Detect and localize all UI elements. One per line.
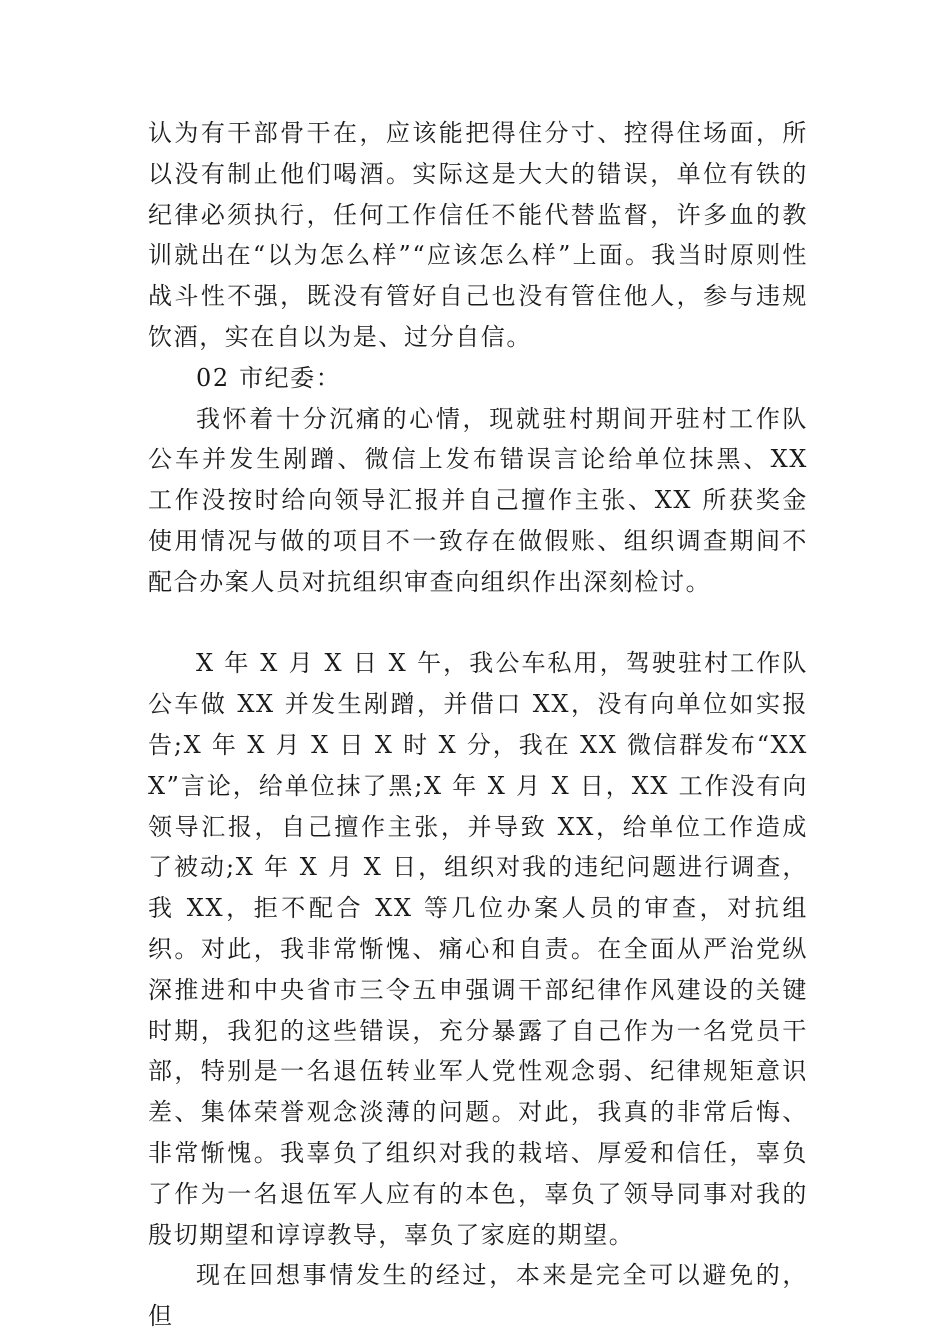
paragraph-reflection: 现在回想事情发生的经过，本来是完全可以避免的，但 <box>148 1261 808 1331</box>
paragraph-gap <box>148 603 808 644</box>
section-heading-city-discipline-commission: 02 市纪委： <box>196 363 342 392</box>
paragraph-incident-details: X 年 X 月 X 日 X 午，我公车私用，驾驶驻村工作队公车做 XX 并发生剐蹭，并借口 XX，没有向单位如实报告;X 年 X 月 X 日 X 时 X 分，我在 XX 微信群发布“XXX”言论，给单位抹了黑;X 年 X 月 X 日，XX 工作没有向领导汇报，自己擅作主张，并导致 XX，给单位工作造成了被动;X 年 X 月 X 日，组织对我的违纪问题进行调查，我 XX，拒不配合 XX 等几位办案人员的审查，对抗组织。对此，我非常惭愧、痛心和自责。在全面从严治党纵深推进和中央省市三令五申强调干部纪律作风建设的关键时期，我犯的这些错误，充分暴露了自己作为一名党员干部，特别是一名退伍转业军人党性观念弱、纪律规矩意识差、集体荣誉观念淡薄的问题。对此，我真的非常后悔、非常惭愧。我辜负了组织对我的栽培、厚爱和信任，辜负了作为一名退伍军人应有的本色，辜负了领导同事对我的殷切期望和谆谆教导，辜负了家庭的期望。 <box>148 649 808 1249</box>
paragraph-opening-statement: 我怀着十分沉痛的心情，现就驻村期间开驻村工作队公车并发生剐蹭、微信上发布错误言论给单位抹黑、XX 工作没按时给向领导汇报并自己擅作主张、XX 所获奖金使用情况与做的项目不一致存在做假账、组织调查期间不配合办案人员对抗组织审查向组织作出深刻检讨。 <box>148 404 808 596</box>
paragraph-continued: 认为有干部骨干在，应该能把得住分寸、控得住场面，所以没有制止他们喝酒。实际这是大大的错误，单位有铁的纪律必须执行，任何工作信任不能代替监督，许多血的教训就出在“以为怎么样”“应该怎么样”上面。我当时原则性战斗性不强，既没有管好自己也没有管住他人，参与违规饮酒，实在自以为是、过分自信。 <box>148 119 808 351</box>
document-body <box>148 113 808 1337</box>
